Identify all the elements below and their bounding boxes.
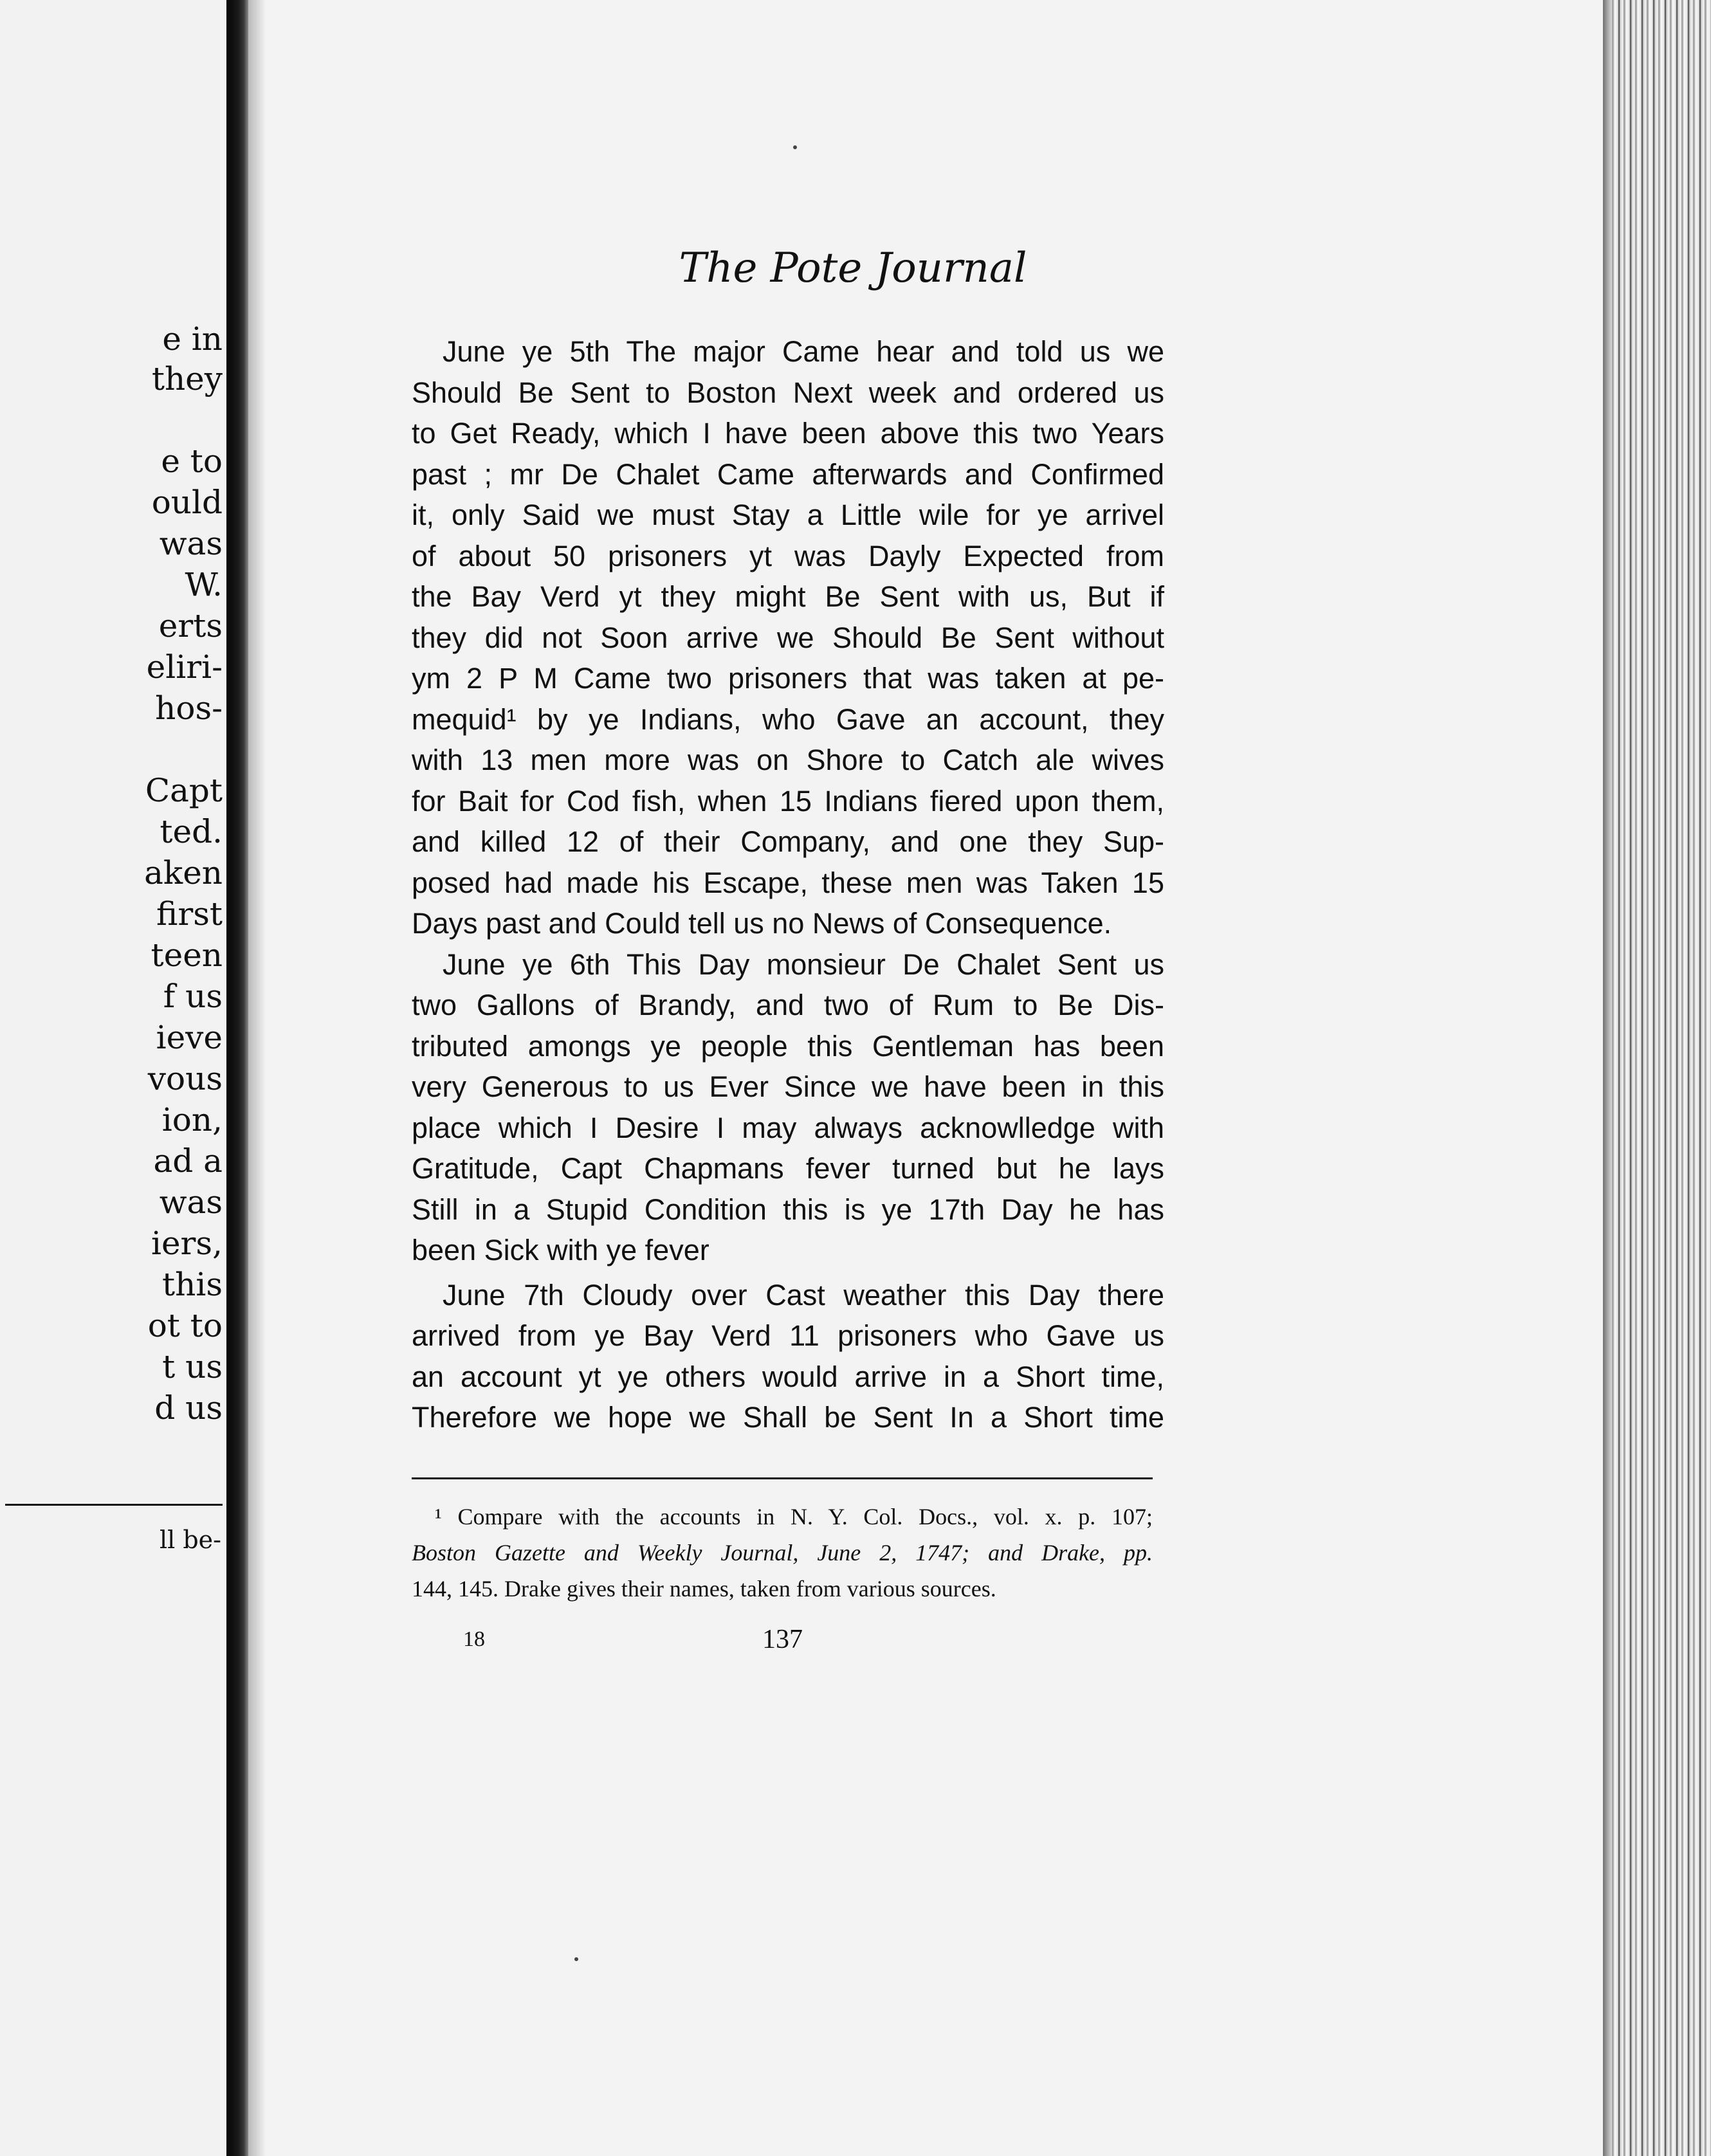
text-line: they did not Soon arrive we Should Be Sent without: [412, 621, 1164, 654]
text-line: and killed 12 of their Company, and one they Sup-: [412, 825, 1164, 858]
prev-line: they: [151, 360, 223, 397]
footnote-rule: [412, 1477, 1153, 1479]
prev-line: eliri-: [146, 648, 223, 686]
prev-line: aken: [144, 854, 223, 891]
text-line: been Sick with ye fever: [412, 1234, 709, 1266]
prev-line: Capt: [145, 772, 223, 809]
prev-line: iers,: [151, 1225, 223, 1262]
text-line: for Bait for Cod fish, when 15 Indians fiered upon them,: [412, 784, 1164, 818]
text-line: past ; mr De Chalet Came afterwards and Confirmed: [412, 457, 1164, 491]
prev-line: was: [159, 1183, 223, 1221]
text-line: ym 2 P M Came two prisoners that was taken at pe-: [412, 662, 1164, 695]
text-line: with 13 men more was on Shore to Catch ale wives: [412, 744, 1164, 776]
running-head: [0, 244, 1711, 292]
text-line: mequid¹ by ye Indians, who Gave an account, they: [412, 702, 1164, 736]
text-line: Days past and Could tell us no News of Consequence.: [412, 907, 1112, 940]
prev-line: t us: [162, 1348, 223, 1385]
text-line: the Bay Verd yt they might Be Sent with us, But if: [412, 580, 1164, 613]
text-line: place which I Desire I may always acknowlledge with: [412, 1111, 1164, 1144]
text-line: June ye 5th The major Came hear and told us we: [443, 335, 1164, 368]
text-line: an account yt ye others would arrive in a Short time,: [412, 1360, 1164, 1393]
previous-page-fragment: [0, 0, 226, 2156]
prev-line: first: [156, 895, 223, 933]
text-line: to Get Ready, which I have been above this two Years: [412, 417, 1164, 450]
prev-line: this: [162, 1266, 223, 1303]
paper-speck: [793, 145, 797, 149]
prev-line: e in: [162, 320, 223, 358]
text-line: it, only Said we must Stay a Little wile for ye arrivel: [412, 498, 1164, 531]
text-line: June ye 6th This Day monsieur De Chalet Sent us: [443, 947, 1164, 981]
gutter-shadow: [248, 0, 265, 2156]
footnote: [412, 1499, 1153, 1607]
prev-line: ould: [151, 484, 223, 521]
prev-line: ted.: [160, 813, 223, 850]
body-text: [412, 331, 1164, 1438]
prev-line: ad a: [153, 1142, 223, 1180]
paper-speck: [574, 1957, 578, 1961]
prev-line: f us: [163, 978, 223, 1015]
footnote-line: ¹ Compare with the accounts in N. Y. Col. Docs., vol. x. p. 107;: [435, 1504, 1153, 1530]
prev-line: ieve: [156, 1019, 223, 1056]
prev-line: erts: [158, 607, 223, 644]
text-line: Gratitude, Capt Chapmans fever turned but he lays: [412, 1152, 1164, 1185]
prev-line: d us: [154, 1389, 223, 1427]
text-line: posed had made his Escape, these men was Taken 15: [412, 866, 1164, 899]
text-line: Should Be Sent to Boston Next week and ordered us: [412, 376, 1164, 409]
text-line: two Gallons of Brandy, and two of Rum to Be Dis-: [412, 989, 1164, 1021]
prev-line: teen: [151, 936, 223, 974]
book-gutter: [226, 0, 248, 2156]
prev-footnote-fragment: ll be-: [159, 1526, 221, 1554]
prev-footnote-rule: [5, 1504, 223, 1506]
text-line: Still in a Stupid Condition this is ye 17th Day he has: [412, 1192, 1164, 1226]
text-line: Therefore we hope we Shall be Sent In a Short time: [412, 1401, 1164, 1434]
running-head-text: The Pote Journal: [679, 244, 1027, 292]
prev-line: was: [159, 525, 223, 562]
text-line: very Generous to us Ever Since we have been in this: [412, 1070, 1164, 1103]
text-line: of about 50 prisoners yt was Dayly Expected from: [412, 539, 1164, 572]
footnote-line: 144, 145. Drake gives their names, taken from various sources.: [412, 1576, 996, 1602]
text-line: arrived from ye Bay Verd 11 prisoners who Gave us: [412, 1319, 1164, 1352]
page-stack-edge: [1603, 0, 1711, 2156]
prev-line: vous: [147, 1060, 223, 1097]
prev-line: W.: [185, 566, 223, 603]
text-line: tributed amongs ye people this Gentleman has been: [412, 1029, 1164, 1063]
page-edge-shadow: [1603, 0, 1612, 2156]
prev-line: hos-: [155, 690, 223, 727]
text-line: June 7th Cloudy over Cast weather this Day there: [443, 1278, 1164, 1311]
page-number: 137: [762, 1625, 803, 1654]
prev-line: ot to: [147, 1307, 223, 1344]
footnote-line: Boston Gazette and Weekly Journal, June 2, 1747; and Drake, pp.: [412, 1540, 1153, 1566]
prev-line: ion,: [161, 1101, 223, 1138]
prev-line: e to: [161, 443, 223, 480]
signature-mark: 18: [463, 1627, 485, 1651]
